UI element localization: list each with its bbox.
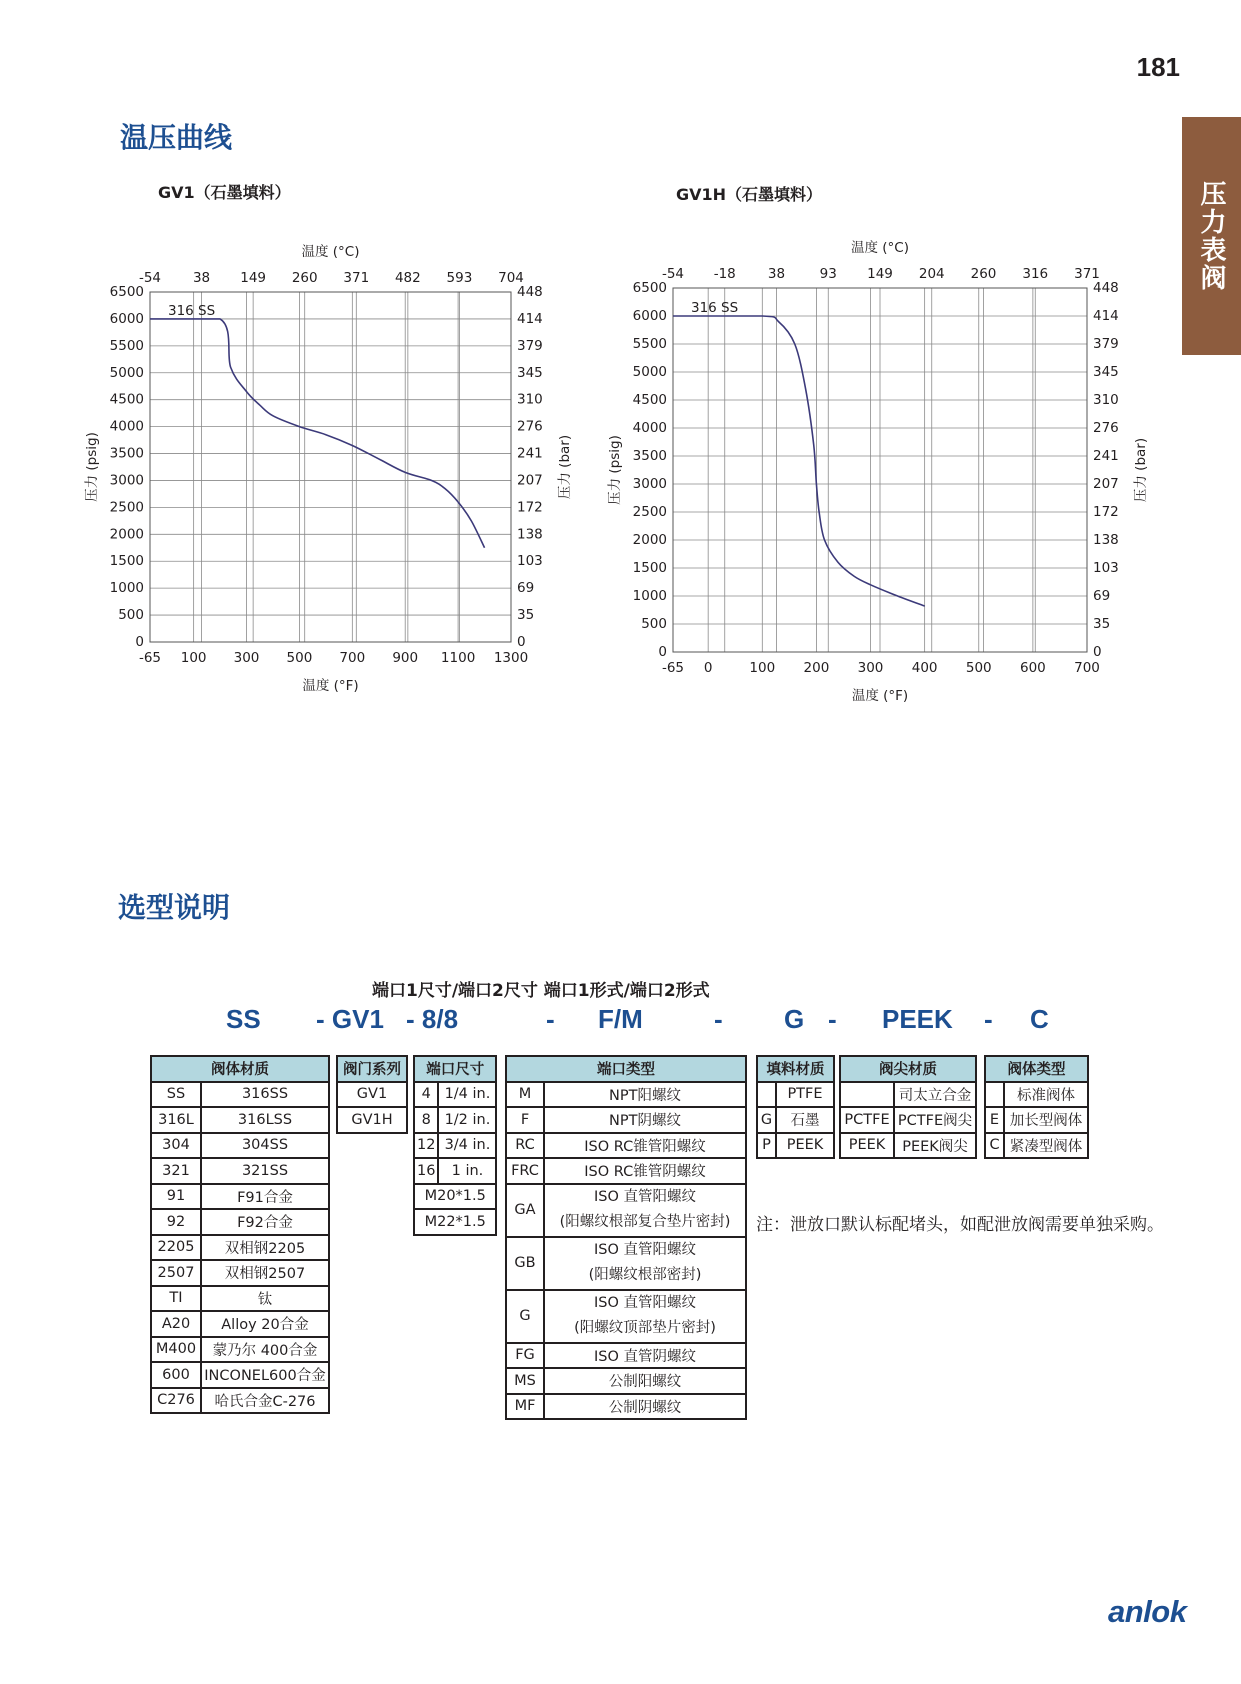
code-cell: M400	[151, 1337, 201, 1363]
y2-tick-label: 138	[517, 526, 543, 543]
desc-cell: 321SS	[201, 1158, 329, 1184]
y2-tick-label: 69	[1093, 588, 1111, 604]
y2-tick-label: 207	[517, 472, 543, 489]
y2-tick-label: 69	[517, 580, 535, 597]
table-row	[151, 1260, 329, 1286]
series-label: 316 SS	[168, 302, 216, 319]
y2-tick-label: 276	[1093, 420, 1119, 436]
top-tick-label: 371	[1074, 266, 1100, 282]
y2-tick-label: 103	[1093, 560, 1119, 576]
desc-cell: 304SS	[201, 1133, 329, 1159]
y2-tick-label: 138	[1093, 532, 1119, 548]
y-tick-label: 1500	[109, 553, 144, 570]
table-row	[151, 1311, 329, 1337]
table-stem-tip	[839, 1055, 977, 1159]
code-cell: 316L	[151, 1107, 201, 1133]
x-tick-label: 200	[803, 660, 830, 676]
y-tick-label: 2000	[632, 532, 667, 548]
code-part-series: - GV1	[316, 1004, 384, 1034]
desc-cell: PEEK阀尖	[894, 1133, 976, 1159]
desc-cell: 1 in.	[438, 1158, 496, 1184]
y-tick-label: 4500	[109, 391, 144, 408]
top-tick-label: 149	[240, 270, 267, 286]
y2-tick-label: 414	[1093, 308, 1119, 324]
table-row	[506, 1237, 746, 1290]
table-header: 阀尖材质	[840, 1056, 976, 1082]
y2-tick-label: 241	[517, 445, 543, 462]
y2-tick-label: 241	[1093, 448, 1119, 464]
code-cell	[757, 1082, 776, 1108]
y2-tick-label: 172	[517, 499, 543, 516]
table-row	[414, 1158, 496, 1184]
desc-cell: 蒙乃尔 400合金	[201, 1337, 329, 1363]
table-row	[506, 1133, 746, 1159]
table-header: 端口类型	[506, 1056, 746, 1082]
table-header-row	[506, 1056, 746, 1082]
table-row	[337, 1107, 407, 1133]
table-row	[151, 1235, 329, 1261]
code-cell: GV1	[337, 1082, 407, 1108]
code-cell: 92	[151, 1209, 201, 1235]
x-tick-label: 300	[857, 660, 884, 676]
code-cell: 91	[151, 1184, 201, 1210]
y-tick-label: 5500	[632, 336, 667, 352]
y2-tick-label: 379	[517, 337, 543, 354]
code-cell: GB	[506, 1237, 544, 1290]
code-cell: M	[506, 1082, 544, 1108]
desc-cell: 司太立合金	[894, 1082, 976, 1108]
code-cell: C	[985, 1133, 1004, 1159]
table-row	[506, 1082, 746, 1108]
desc-cell: INCONEL600合金	[201, 1362, 329, 1388]
code-cell: 321	[151, 1158, 201, 1184]
table-row	[757, 1133, 834, 1159]
top-tick-label: 704	[498, 270, 524, 286]
x-tick-label: 1100	[440, 650, 476, 666]
y-tick-label: 1000	[109, 580, 144, 597]
y-tick-label: 6000	[109, 310, 144, 327]
y2-tick-label: 35	[1093, 616, 1111, 632]
series-line-316ss	[673, 316, 925, 606]
top-axis-label: 温度 (°C)	[301, 244, 360, 260]
code-cell: G	[757, 1107, 776, 1133]
x-tick-label: 500	[965, 660, 992, 676]
y2-tick-label: 414	[517, 310, 543, 327]
table-body-material	[150, 1055, 330, 1414]
y-tick-label: 6000	[632, 308, 667, 324]
table-row	[506, 1158, 746, 1184]
top-axis-label: 温度 (°C)	[850, 240, 910, 256]
desc-cell: PCTFE阀尖	[894, 1107, 976, 1133]
x-tick-label: 600	[1019, 660, 1046, 676]
x-tick-label: 300	[233, 650, 260, 666]
brand-logo: anlok	[1108, 1594, 1187, 1629]
desc-cell: 316SS	[201, 1082, 329, 1108]
table-row	[151, 1158, 329, 1184]
desc-cell: F91合金	[201, 1184, 329, 1210]
code-dash-1: -	[546, 1004, 555, 1034]
desc-cell: 紧凑型阀体	[1004, 1133, 1088, 1159]
y-tick-label: 4000	[632, 420, 667, 436]
section-title-selection: 选型说明	[118, 891, 231, 924]
code-dash-3: -	[828, 1004, 837, 1034]
x-tick-label: 1300	[493, 650, 529, 666]
code-cell: 4	[414, 1082, 438, 1108]
x-tick-label: -65	[138, 650, 162, 666]
desc-cell: ISO RC锥管阴螺纹	[544, 1158, 746, 1184]
desc-cell: 公制阳螺纹	[544, 1368, 746, 1394]
table-row	[985, 1107, 1088, 1133]
y-tick-label: 5500	[109, 337, 144, 354]
y-tick-label: 2500	[632, 504, 667, 520]
table-row	[757, 1082, 834, 1108]
table-header: 端口尺寸	[414, 1056, 496, 1082]
code-cell: FG	[506, 1343, 544, 1369]
desc-cell: ISO 直管阳螺纹 (阳螺纹顶部垫片密封)	[544, 1290, 746, 1343]
code-cell: M20*1.5	[414, 1184, 496, 1210]
y2-tick-label: 35	[517, 607, 535, 624]
table-row	[151, 1082, 329, 1108]
table-row	[414, 1082, 496, 1108]
desc-cell: ISO RC锥管阳螺纹	[544, 1133, 746, 1159]
table-row	[506, 1184, 746, 1237]
table-header: 填料材质	[757, 1056, 834, 1082]
table-row	[151, 1209, 329, 1235]
y2-tick-label: 345	[517, 364, 543, 381]
code-part-stem-tip: PEEK	[882, 1004, 953, 1034]
code-cell: GA	[506, 1184, 544, 1237]
y2-tick-label: 207	[1093, 476, 1119, 492]
desc-cell: PEEK	[776, 1133, 834, 1159]
code-cell: MF	[506, 1394, 544, 1420]
y-tick-label: 1000	[632, 588, 667, 604]
y-tick-label: 2500	[109, 499, 144, 516]
table-row	[151, 1388, 329, 1414]
code-dash-2: -	[714, 1004, 723, 1034]
top-tick-label: 38	[767, 266, 786, 282]
section-title-curves: 温压曲线	[120, 121, 233, 154]
table-valve-series	[336, 1055, 408, 1134]
top-tick-label: 93	[819, 266, 837, 282]
chart-title-gv1h: GV1H（石墨填料）	[676, 185, 823, 204]
y-tick-label: 4000	[109, 418, 144, 435]
desc-cell: Alloy 20合金	[201, 1311, 329, 1337]
x-tick-label: 900	[392, 650, 419, 666]
table-port-type	[505, 1055, 747, 1420]
top-tick-label: -18	[713, 266, 736, 282]
y-tick-label: 5000	[109, 364, 144, 381]
side-tab-label: 压力表阀	[1196, 180, 1226, 292]
desc-cell: 石墨	[776, 1107, 834, 1133]
desc-cell: NPT阳螺纹	[544, 1082, 746, 1108]
code-part-size: - 8/8	[406, 1004, 459, 1034]
desc-cell: 3/4 in.	[438, 1133, 496, 1159]
top-tick-label: 260	[970, 266, 997, 282]
y2-tick-label: 345	[1093, 364, 1119, 380]
table-header-row	[151, 1056, 329, 1082]
x-tick-label: 100	[749, 660, 776, 676]
code-cell: 2507	[151, 1260, 201, 1286]
table-packing	[756, 1055, 835, 1159]
y-tick-label: 1500	[632, 560, 667, 576]
desc-cell: PTFE	[776, 1082, 834, 1108]
y2-tick-label: 448	[1093, 280, 1119, 296]
code-cell: C276	[151, 1388, 201, 1414]
desc-cell: 钛	[201, 1286, 329, 1312]
desc-cell: ISO 直管阳螺纹 (阳螺纹根部复合垫片密封)	[544, 1184, 746, 1237]
y-tick-label: 0	[135, 634, 144, 650]
code-cell: PCTFE	[840, 1107, 894, 1133]
code-cell: MS	[506, 1368, 544, 1394]
top-tick-label: 149	[867, 266, 893, 282]
table-header-row	[985, 1056, 1088, 1082]
table-header-row	[840, 1056, 976, 1082]
table-header: 阀体材质	[151, 1056, 329, 1082]
table-row	[506, 1343, 746, 1369]
top-tick-label: 482	[394, 270, 421, 286]
table-row	[840, 1107, 976, 1133]
y-tick-label: 3000	[632, 476, 667, 492]
table-header-row	[757, 1056, 834, 1082]
x-tick-label: 700	[339, 650, 366, 666]
table-header: 阀门系列	[337, 1056, 407, 1082]
top-tick-label: 260	[291, 270, 318, 286]
top-tick-label: 371	[343, 270, 370, 286]
code-cell: TI	[151, 1286, 201, 1312]
y2-axis-label: 压力 (bar)	[557, 434, 573, 500]
table-row	[985, 1082, 1088, 1108]
table-row	[985, 1133, 1088, 1159]
table-row	[840, 1082, 976, 1108]
table-row	[151, 1133, 329, 1159]
table-row	[151, 1362, 329, 1388]
x-tick-label: 400	[911, 660, 938, 676]
desc-cell: 316LSS	[201, 1107, 329, 1133]
code-cell: G	[506, 1290, 544, 1343]
code-cell: SS	[151, 1082, 201, 1108]
y-tick-label: 2000	[109, 526, 144, 543]
y2-tick-label: 103	[517, 553, 543, 570]
desc-cell: F92合金	[201, 1209, 329, 1235]
code-cell: 2205	[151, 1235, 201, 1261]
top-tick-label: 593	[446, 270, 473, 286]
table-row	[414, 1133, 496, 1159]
table-row	[151, 1107, 329, 1133]
table-row	[151, 1184, 329, 1210]
table-row	[506, 1394, 746, 1420]
table-row	[151, 1286, 329, 1312]
y-tick-label: 3500	[632, 448, 667, 464]
y-tick-label: 3500	[109, 445, 144, 462]
x-tick-label: 700	[1074, 660, 1100, 676]
chart-title-gv1: GV1（石墨填料）	[158, 183, 291, 202]
y-tick-label: 500	[641, 616, 667, 632]
code-cell: PEEK	[840, 1133, 894, 1159]
x-tick-label: 0	[703, 660, 713, 676]
table-row	[757, 1107, 834, 1133]
y2-tick-label: 448	[517, 284, 543, 300]
x-tick-label: 100	[180, 650, 207, 666]
code-cell: 12	[414, 1133, 438, 1159]
table-row	[414, 1209, 496, 1235]
x-axis-label: 温度 (°F)	[851, 688, 909, 704]
code-cell: 600	[151, 1362, 201, 1388]
top-tick-label: 316	[1022, 266, 1049, 282]
note-text: 注：泄放口默认标配堵头，如配泄放阀需要单独采购。	[756, 1215, 1164, 1235]
code-cell: GV1H	[337, 1107, 407, 1133]
code-cell: E	[985, 1107, 1004, 1133]
y2-tick-label: 172	[1093, 504, 1119, 520]
y-tick-label: 6500	[632, 280, 667, 296]
code-cell: 16	[414, 1158, 438, 1184]
y2-tick-label: 0	[1093, 644, 1102, 660]
top-tick-label: 204	[918, 266, 945, 282]
y2-tick-label: 379	[1093, 336, 1119, 352]
y2-tick-label: 276	[517, 418, 543, 435]
table-row	[506, 1368, 746, 1394]
code-part-packing: G	[784, 1004, 805, 1034]
code-header: 端口1尺寸/端口2尺寸 端口1形式/端口2形式	[372, 981, 710, 1001]
table-port-size	[413, 1055, 497, 1236]
page-number: 181	[1136, 52, 1180, 82]
y2-axis-label: 压力 (bar)	[1133, 437, 1149, 503]
code-cell	[985, 1082, 1004, 1108]
chart-gv1h	[0, 0, 1241, 730]
code-cell: F	[506, 1107, 544, 1133]
desc-cell: 公制阴螺纹	[544, 1394, 746, 1420]
table-row	[414, 1184, 496, 1210]
code-part-material: SS	[226, 1004, 261, 1034]
top-tick-label: -54	[138, 270, 162, 286]
code-dash-4: -	[984, 1004, 993, 1034]
y-tick-label: 6500	[109, 284, 144, 300]
y-tick-label: 0	[658, 644, 667, 660]
desc-cell: 加长型阀体	[1004, 1107, 1088, 1133]
y-tick-label: 5000	[632, 364, 667, 380]
y-tick-label: 500	[118, 607, 144, 624]
code-cell: 304	[151, 1133, 201, 1159]
y-tick-label: 4500	[632, 392, 667, 408]
desc-cell: 哈氏合金C-276	[201, 1388, 329, 1414]
table-row	[840, 1133, 976, 1159]
code-cell: P	[757, 1133, 776, 1159]
series-label: 316 SS	[691, 300, 739, 316]
desc-cell: ISO 直管阳螺纹 (阳螺纹根部密封)	[544, 1237, 746, 1290]
desc-cell: 1/4 in.	[438, 1082, 496, 1108]
x-tick-label: -65	[661, 660, 685, 676]
code-cell: M22*1.5	[414, 1209, 496, 1235]
table-row	[506, 1290, 746, 1343]
desc-cell: NPT阴螺纹	[544, 1107, 746, 1133]
x-axis-label: 温度 (°F)	[302, 678, 359, 694]
table-header-row	[337, 1056, 407, 1082]
code-cell	[840, 1082, 894, 1108]
table-header-row	[414, 1056, 496, 1082]
code-cell: A20	[151, 1311, 201, 1337]
y2-tick-label: 0	[517, 634, 526, 650]
top-tick-label: -54	[661, 266, 685, 282]
code-cell: 8	[414, 1107, 438, 1133]
desc-cell: 双相钢2205	[201, 1235, 329, 1261]
desc-cell: 标准阀体	[1004, 1082, 1088, 1108]
desc-cell: 双相钢2507	[201, 1260, 329, 1286]
y-tick-label: 3000	[109, 472, 144, 489]
table-body-type	[984, 1055, 1089, 1159]
code-part-port-type: F/M	[598, 1004, 643, 1034]
x-tick-label: 500	[286, 650, 313, 666]
y-axis-label: 压力 (psig)	[84, 432, 100, 502]
y2-tick-label: 310	[1093, 392, 1119, 408]
code-cell: FRC	[506, 1158, 544, 1184]
y-axis-label: 压力 (psig)	[607, 435, 623, 505]
table-row	[151, 1337, 329, 1363]
table-row	[414, 1107, 496, 1133]
desc-cell: 1/2 in.	[438, 1107, 496, 1133]
top-tick-label: 38	[192, 270, 211, 286]
code-cell: RC	[506, 1133, 544, 1159]
table-row	[337, 1082, 407, 1108]
desc-cell: ISO 直管阴螺纹	[544, 1343, 746, 1369]
table-row	[506, 1107, 746, 1133]
code-part-body-type: C	[1030, 1004, 1049, 1034]
table-header: 阀体类型	[985, 1056, 1088, 1082]
y2-tick-label: 310	[517, 391, 543, 408]
